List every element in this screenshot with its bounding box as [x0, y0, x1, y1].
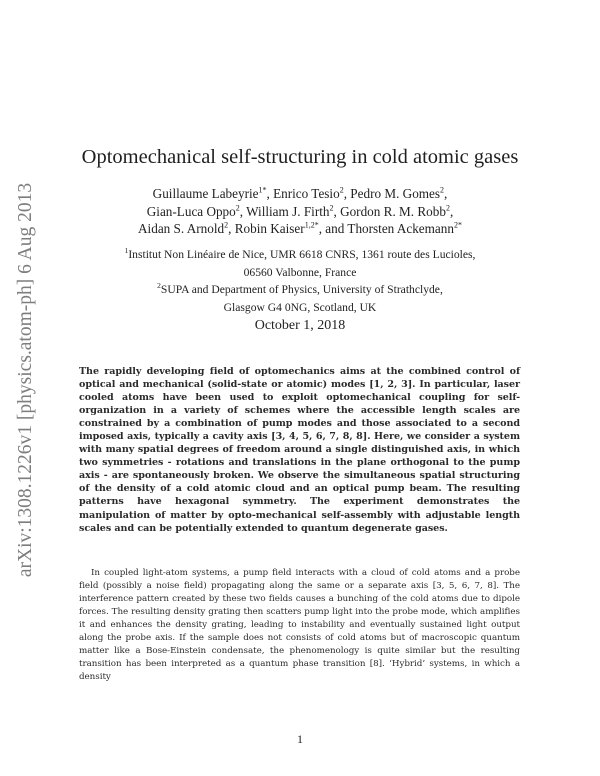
- author-name: Gian-Luca Oppo: [146, 203, 236, 219]
- affiliation-line: Institut Non Linéaire de Nice, UMR 6618 CNRS, 1361 route des Lucioles,: [128, 248, 476, 261]
- author-name: Aidan S. Arnold: [138, 221, 225, 236]
- author-name: Gordon R. M. Robb: [340, 203, 446, 219]
- affiliation-mark: 1*: [258, 185, 267, 195]
- author-name: Guillaume Labeyrie: [152, 186, 259, 201]
- author-separator: , and: [318, 221, 348, 236]
- author-separator: ,: [239, 203, 247, 219]
- author-separator: ,: [228, 221, 235, 236]
- affiliation-mark: 2: [224, 220, 229, 230]
- body-paragraph: In coupled light-atom systems, a pump field interacts with a cloud of cold atoms and a probe field (possibly a noise field) propagating along the same or a separate axis [3, 5, 6, 7, 8]. The interference pattern created by these two fields causes a bunching of the cold atoms due to dipole forces. The resulting density grating then scatters pump light into the probe mode, which amplifies it and enhances the density grating, leading to instability and eventually sustained light output along the probe axis. If the sample does not consists of cold atoms but of macroscopic quantum matter like a Bose-Einstein condensate, the phenomenology is quite similar but the resulting transition has been interpreted as a quantum phase transition [8]. ‘Hybrid’ systems, in which a density: [79, 568, 520, 683]
- author-separator: ,: [333, 203, 341, 219]
- affiliation-mark: 2: [339, 185, 344, 195]
- affiliation-2: [90, 281, 510, 316]
- affiliation-line: Glasgow G4 0NG, Scotland, UK: [223, 300, 377, 314]
- affiliation-mark: 1: [124, 246, 129, 256]
- paper-date: October 1, 2018: [254, 318, 346, 333]
- affiliation-mark: 2: [329, 203, 334, 213]
- author-name: Enrico Tesio: [273, 186, 340, 201]
- author-name: Pedro M. Gomes: [350, 186, 441, 201]
- affiliation-mark: 2: [445, 203, 450, 213]
- author-name: Thorsten Ackemann: [347, 221, 454, 236]
- affiliation-mark: 2: [440, 185, 445, 195]
- arxiv-identifier: arXiv:1308.1226v1 [physics.atom-ph] 6 Aug 2013: [15, 182, 36, 578]
- author-name: William J. Firth: [246, 203, 330, 219]
- author-separator: ,: [444, 186, 448, 201]
- page-number: 1: [297, 732, 303, 746]
- author-separator: ,: [343, 186, 351, 201]
- affiliation-line: 06560 Valbonne, France: [243, 265, 357, 279]
- affiliation-mark: 2: [157, 281, 161, 291]
- author-separator: ,: [449, 203, 454, 219]
- author-list: [90, 185, 510, 238]
- affiliation-1: [90, 246, 510, 281]
- affiliation-mark: 2: [235, 203, 240, 213]
- affiliation-line: SUPA and Department of Physics, University of Strathclyde,: [160, 283, 443, 296]
- abstract: The rapidly developing field of optomechanics aims at the combined control of optical and mechanical (solid-state or atomic) modes [1, 2, 3]. In particular, laser cooled atoms have been used to exploit optomechanical coupling for self-organization in a variety of schemes where the accessible length scales are constrained by a combination of pump modes and those associated to a second imposed axis, typically a cavity axis [3, 4, 5, 6, 7, 8, 8]. Here, we consider a system with many spatial degrees of freedom around a single distinguished axis, in which two symmetries - rotations and translations in the plane orthogonal to the pump axis - are spontaneously broken. We observe the simultaneous spatial structuring of the density of a cold atomic cloud and an optical pump beam. The resulting patterns have hexagonal symmetry. The experiment demonstrates the manipulation of matter by opto-mechanical self-assembly with adjustable length scales and can be potentially extended to quantum degenerate gases.: [79, 366, 520, 534]
- affiliation-mark: 1,2*: [304, 220, 319, 230]
- affiliation-mark: 2*: [453, 220, 462, 230]
- author-separator: ,: [266, 186, 274, 201]
- paper-title: Optomechanical self-structuring in cold atomic gases: [81, 146, 519, 168]
- author-name: Robin Kaiser: [234, 221, 305, 236]
